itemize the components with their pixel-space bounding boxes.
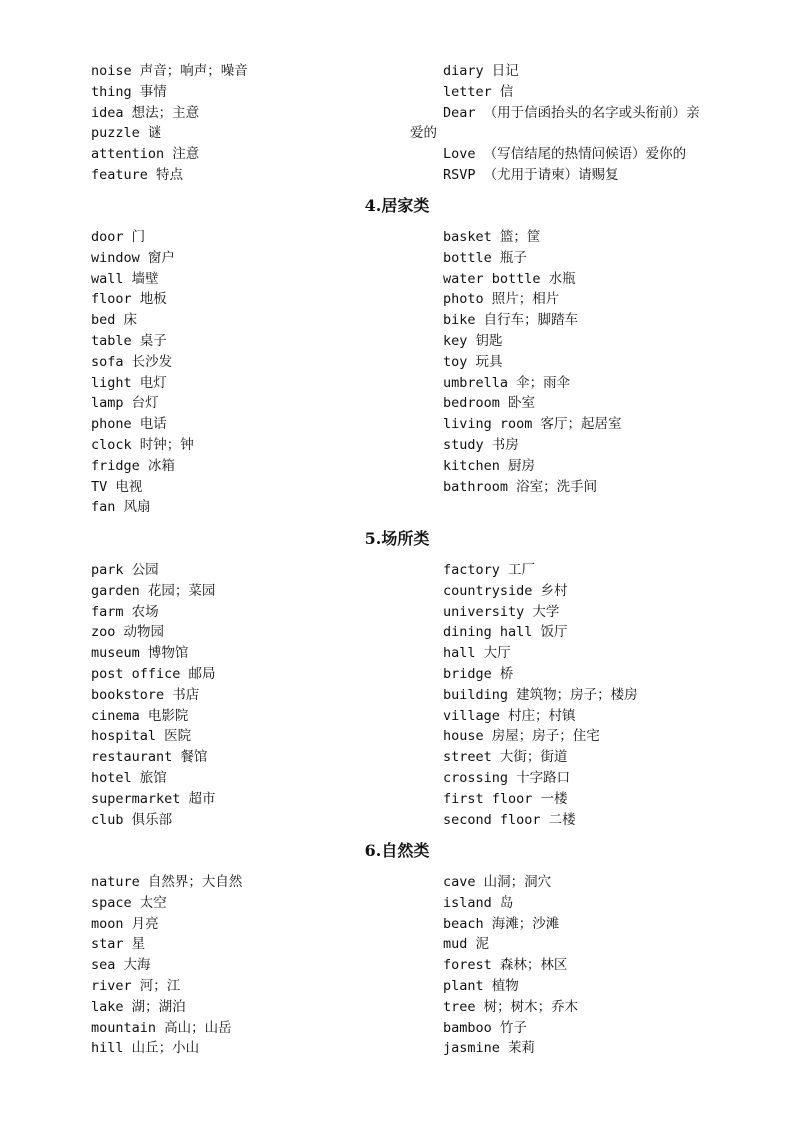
vocab-item: crossing 十字路口 [443, 769, 571, 786]
vocab-item: first floor 一楼 [443, 790, 568, 807]
vocab-item: wall 墙壁 [91, 270, 159, 287]
vocab-item: garden 花园；菜园 [91, 582, 216, 599]
vocab-item: museum 博物馆 [91, 645, 189, 662]
vocab-item: factory 工厂 [443, 562, 536, 578]
section-heading-nature: 6.自然类 [364, 841, 430, 860]
vocab-item: bathroom 浴室；洗手间 [443, 478, 598, 495]
vocab-item: hospital 医院 [91, 728, 192, 745]
vocab-item: university 大学 [443, 603, 560, 620]
vocab-item: beach 海滩；沙滩 [443, 915, 560, 932]
vocab-item: Love （写信结尾的热情问候语）爱你的 [443, 146, 687, 163]
vocab-item: lamp 台灯 [91, 395, 159, 412]
vocab-item: floor 地板 [91, 291, 167, 308]
vocab-item: forest 森林；林区 [443, 957, 568, 974]
vocab-item: plant 植物 [443, 977, 519, 994]
vocab-item: fan 风扇 [91, 499, 151, 516]
vocab-item: thing 事情 [91, 83, 167, 100]
vocab-item: puzzle 谜 [91, 125, 162, 142]
vocab-item: bridge 桥 [443, 665, 514, 682]
section-heading-home: 4.居家类 [364, 196, 430, 215]
section4-right-column [443, 227, 763, 497]
section3-left-column [91, 61, 391, 186]
vocab-item: island 岛 [443, 894, 514, 911]
vocab-item: bamboo 竹子 [443, 1019, 527, 1036]
vocab-item: water bottle 水瓶 [443, 270, 576, 287]
vocab-item: nature 自然界；大自然 [91, 874, 243, 890]
vocab-item: space 太空 [91, 894, 167, 911]
vocab-item: building 建筑物；房子；楼房 [443, 686, 638, 703]
vocab-item: cave 山洞；洞穴 [443, 874, 552, 890]
vocab-item: idea 想法；主意 [91, 104, 200, 121]
vocab-item: hill 山丘；小山 [91, 1040, 200, 1057]
section4-left-column [91, 227, 391, 518]
vocab-item: hotel 旅馆 [91, 769, 167, 786]
vocab-item: hall 大厅 [443, 645, 511, 662]
vocab-item: dining hall 饭厅 [443, 624, 568, 641]
vocab-item: table 桌子 [91, 332, 167, 349]
vocab-item: street 大街；街道 [443, 749, 568, 766]
vocab-item: light 电灯 [91, 374, 167, 391]
vocab-item: bottle 瓶子 [443, 249, 527, 266]
vocab-item: phone 电话 [91, 416, 167, 433]
vocab-item: supermarket 超市 [91, 790, 216, 807]
section5-left-column [91, 560, 391, 830]
vocab-item: cinema 电影院 [91, 707, 189, 724]
vocab-item: bike 自行车；脚踏车 [443, 312, 579, 329]
vocab-item: umbrella 伞；雨伞 [443, 374, 571, 391]
vocab-item: TV 电视 [91, 478, 143, 495]
section-heading-places: 5.场所类 [364, 529, 430, 548]
vocab-item: door 门 [91, 229, 146, 245]
vocab-item: farm 农场 [91, 603, 159, 620]
vocab-item: post office 邮局 [91, 665, 216, 682]
vocab-item: park 公园 [91, 562, 159, 578]
vocab-item: feature 特点 [91, 166, 184, 183]
vocab-item: window 窗户 [91, 249, 175, 266]
section6-right-column [443, 872, 763, 1059]
vocab-item: Dear （用于信函抬头的名字或头衔前）亲 [443, 104, 700, 121]
section6-left-column [91, 872, 391, 1059]
vocab-item: study 书房 [443, 436, 519, 453]
vocab-item: fridge 冰箱 [91, 457, 175, 474]
vocab-item-continuation: 爱的 [410, 125, 437, 142]
vocab-item: sea 大海 [91, 957, 151, 974]
vocab-item: diary 日记 [443, 63, 519, 79]
vocab-item: RSVP （尤用于请柬）请赐复 [443, 166, 619, 183]
vocab-item: zoo 动物园 [91, 624, 165, 641]
vocab-item: bookstore 书店 [91, 686, 200, 703]
vocab-item: attention 注意 [91, 146, 200, 163]
vocab-item: mountain 高山；山岳 [91, 1019, 232, 1036]
vocab-item: bed 床 [91, 312, 138, 329]
section3-right-column [410, 61, 763, 186]
vocab-item: house 房屋；房子；住宅 [443, 728, 600, 745]
vocab-item: key 钥匙 [443, 332, 503, 349]
vocab-item: second floor 二楼 [443, 811, 576, 828]
vocab-item: moon 月亮 [91, 915, 159, 932]
vocab-item: mud 泥 [443, 936, 490, 953]
vocab-item: noise 声音；响声；噪音 [91, 63, 248, 79]
vocab-item: star 星 [91, 936, 146, 953]
vocab-item: photo 照片；相片 [443, 291, 560, 308]
vocab-item: restaurant 餐馆 [91, 749, 208, 766]
vocab-item: kitchen 厨房 [443, 457, 536, 474]
vocab-item: jasmine 茉莉 [443, 1040, 536, 1057]
vocab-item: countryside 乡村 [443, 582, 568, 599]
vocab-item: lake 湖；湖泊 [91, 998, 186, 1015]
vocab-item: sofa 长沙发 [91, 353, 173, 370]
vocab-item: club 俱乐部 [91, 811, 173, 828]
vocab-item: river 河；江 [91, 977, 181, 994]
section5-right-column [443, 560, 763, 830]
vocab-item: letter 信 [443, 83, 514, 100]
vocab-item: bedroom 卧室 [443, 395, 536, 412]
vocab-item: toy 玩具 [443, 353, 503, 370]
vocab-item: village 村庄；村镇 [443, 707, 576, 724]
vocab-item: tree 树；树木；乔木 [443, 998, 579, 1015]
vocab-item: living room 客厅；起居室 [443, 416, 622, 433]
vocab-item: basket 篮；筐 [443, 229, 541, 245]
vocab-item: clock 时钟；钟 [91, 436, 194, 453]
